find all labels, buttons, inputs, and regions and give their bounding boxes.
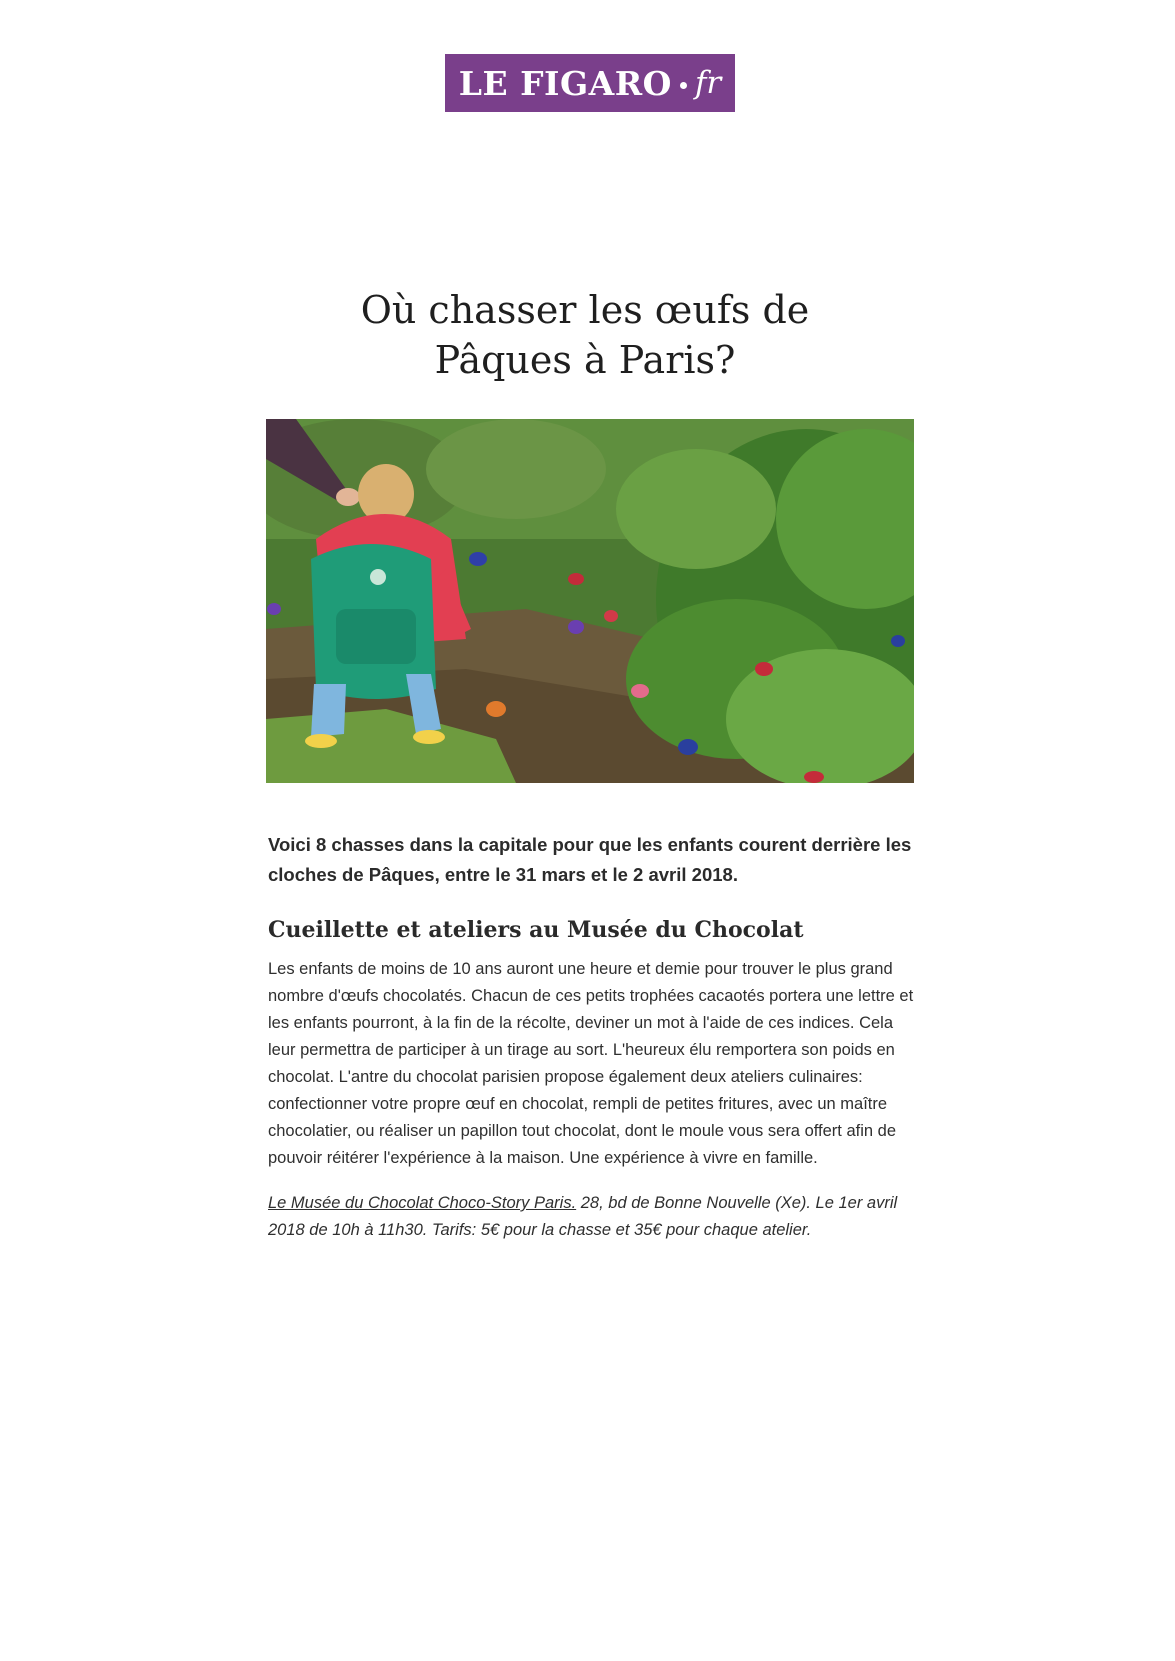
site-logo[interactable] [445, 54, 735, 112]
venue-link[interactable]: Le Musée du Chocolat Choco-Story Paris. [268, 1194, 577, 1212]
venue-details: 28, bd de Bonne Nouvelle (Xe). Le 1er avril 2018 de 10h à 11h30. Tarifs: 5€ pour la chasse et 35€ pour chaque atelier. [268, 1194, 898, 1239]
article-lead: Voici 8 chasses dans la capitale pour que les enfants courent derrière les cloches de Pâques, entre le 31 mars et le 2 avril 2018. [268, 834, 912, 885]
section-body: Les enfants de moins de 10 ans auront une heure et demie pour trouver le plus grand nombre d'œufs chocolatés. Chacun de ces petits trophées cacaotés portera une lettre et les enfants pourront, à la fin de la récolte, deviner un mot à l'aide de ces indices. Cela leur permettra de participer à un tirage au sort. L'heureux élu remportera son poids en chocolat. L'antre du chocolat parisien propose également deux ateliers culinaires: confectionner votre propre œuf en chocolat, rempli de petites fritures, avec un maître chocolatier, ou réaliser un papillon tout chocolat, dont le moule vous sera offert afin de pouvoir réitérer l'expérience à la maison. Une expérience à vivre en famille. [268, 960, 914, 1167]
photo-icon [266, 419, 914, 783]
logo-dot [680, 82, 687, 89]
article-body [268, 830, 916, 1244]
logo-suffix: fr [694, 64, 722, 101]
article-headline: Où chasser les œufs de Pâques à Paris? [360, 288, 810, 382]
logo-name: LE FIGARO [458, 63, 672, 103]
section-title: Cueillette et ateliers au Musée du Chocolat [268, 917, 804, 943]
practical-info [268, 1190, 916, 1244]
hero-photo [266, 419, 914, 783]
